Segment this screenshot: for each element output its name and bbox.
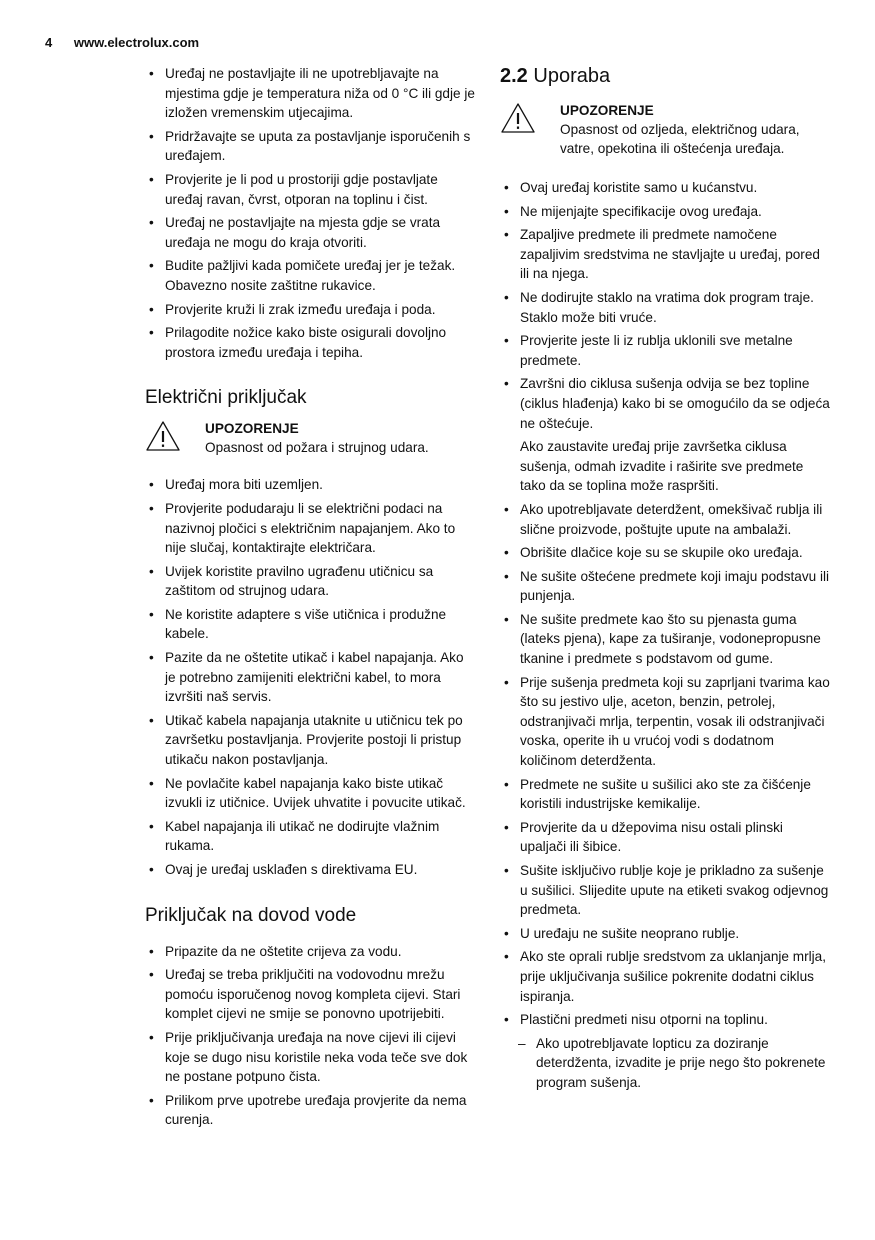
- list-item: • Uređaj mora biti uzemljen.: [145, 475, 475, 495]
- list-item: • Ne koristite adaptere s više utičnica i produžne kabele.: [145, 605, 475, 644]
- list-item: • Provjerite je li pod u prostoriji gdje postavljate uređaj ravan, čvrst, otporan na toplinu i čist.: [145, 170, 475, 209]
- list-item: • Utikač kabela napajanja utaknite u utičnicu tek po završetku postavljanja. Provjerite postoji li pristup utikaču nakon postavljanja.: [145, 711, 475, 770]
- list-item: • Provjerite kruži li zrak između uređaja i poda.: [145, 300, 475, 320]
- page-number: 4: [45, 35, 53, 50]
- list-item: • Ne povlačite kabel napajanja kako biste utikač izvukli iz utičnice. Uvijek uhvatite i povucite utikač.: [145, 774, 475, 813]
- electric-list: [145, 475, 475, 879]
- right-column: [500, 64, 830, 1097]
- list-item: • Uređaj se treba priključiti na vodovodnu mrežu pomoću isporučenog novog kompleta cijevi. Stari komplet cijevi ne smije se ponovno upotrijebiti.: [145, 965, 475, 1024]
- list-item: • Plastični predmeti nisu otporni na toplinu.: [500, 1010, 830, 1030]
- list-item: • Prilagodite nožice kako biste osigurali dovoljno prostora između uređaja i tepiha.: [145, 323, 475, 362]
- warning-text: Opasnost od ozljeda, električnog udara, vatre, opekotina ili oštećenja uređaja.: [560, 122, 800, 156]
- list-item: • Ako ste oprali rublje sredstvom za uklanjanje mrlja, prije uključivanja sušilice pokrenite dodatni ciklus ispiranja.: [500, 947, 830, 1006]
- list-item: • Predmete ne sušite u sušilici ako ste za čišćenje koristili industrijske kemikalije.: [500, 775, 830, 814]
- left-column: [145, 64, 475, 1134]
- use-warning: [500, 102, 830, 158]
- list-item: • Provjerite jeste li iz rublja uklonili sve metalne predmete.: [500, 331, 830, 370]
- list-item: • Ovaj je uređaj usklađen s direktivama EU.: [145, 860, 475, 880]
- list-item: • Prije sušenja predmeta koji su zaprljani tvarima kao što su jestivo ulje, aceton, benzin, petrolej, odstranjivači mrlja, terpentin, vosak ili odstranjivači voska, operite ih u vrućoj vodi s dodatnom količinom deterdženta.: [500, 673, 830, 771]
- list-item: • Ne mijenjajte specifikacije ovog uređaja.: [500, 202, 830, 222]
- list-item: • Zapaljive predmete ili predmete namočene zapaljivim sredstvima ne stavljajte u uređaj, pored ili na njega.: [500, 225, 830, 284]
- electric-warning: [145, 420, 475, 457]
- list-item: • U uređaju ne sušite neoprano rublje.: [500, 924, 830, 944]
- list-item: • Budite pažljivi kada pomičete uređaj jer je težak. Obavezno nosite zaštitne rukavice.: [145, 256, 475, 295]
- list-item-note: Ako zaustavite uređaj prije završetka ciklusa sušenja, odmah izvadite i raširite sve predmete tako da se toplina može raspršiti.: [520, 439, 804, 494]
- list-item: • Ovaj uređaj koristite samo u kućanstvu.: [500, 178, 830, 198]
- list-item: • Ne dodirujte staklo na vratima dok program traje. Staklo može biti vruće.: [500, 288, 830, 327]
- section-heading: [500, 64, 830, 88]
- list-item: • Završni dio ciklusa sušenja odvija se bez topline (ciklus hlađenja) kako bi se omogućilo da se odjeća ne oštećuje.: [500, 374, 830, 433]
- warning-title: UPOZORENJE: [205, 421, 299, 437]
- list-item: • Obrišite dlačice koje su se skupile oko uređaja.: [500, 543, 830, 563]
- warning-title: UPOZORENJE: [560, 103, 654, 118]
- installation-list: [145, 64, 475, 362]
- list-item: • Prije priključivanja uređaja na nove cijevi ili cijevi koje se dugo nisu koristile neka voda teče sve dok ne postane potpuno čista.: [145, 1028, 475, 1087]
- water-list: [145, 942, 475, 1130]
- use-list: [500, 178, 830, 1093]
- list-item: • Uređaj ne postavljajte ili ne upotrebljavajte na mjestima gdje je temperatura niža od 0 °C ili gdje je izložen vremenskim utjecajima.: [145, 64, 475, 123]
- list-item: • Provjerite podudaraju li se električni podaci na nazivnoj pločici s električnim napajanjem. Ako to nije slučaj, kontaktirajte električara.: [145, 499, 475, 558]
- electric-heading: Električni priključak: [145, 387, 307, 409]
- list-item: • Uređaj ne postavljajte na mjesta gdje se vrata uređaja ne mogu do kraja otvoriti.: [145, 213, 475, 252]
- site-url[interactable]: www.electrolux.com: [73, 35, 200, 50]
- page-header: [45, 35, 199, 50]
- list-item: • Pazite da ne oštetite utikač i kabel napajanja. Ako je potrebno zamijeniti električni kabel, to mora izvršiti naš servis.: [145, 648, 475, 707]
- list-item: • Uvijek koristite pravilno ugrađenu utičnicu sa zaštitom od strujnog udara.: [145, 562, 475, 601]
- warning-triangle-icon: [145, 420, 181, 452]
- list-item: • Ne sušite oštećene predmete koji imaju podstavu ili punjenja.: [500, 567, 830, 606]
- section-number: 2.2: [500, 65, 528, 87]
- sub-list-item: – Ako upotrebljavate lopticu za doziranje deterdženta, izvadite je prije nego što pokrenete program sušenja.: [500, 1034, 830, 1093]
- list-item: • Pripazite da ne oštetite crijeva za vodu.: [145, 942, 475, 962]
- list-item: • Provjerite da u džepovima nisu ostali plinski upaljači ili šibice.: [500, 818, 830, 857]
- list-item: • Prilikom prve upotrebe uređaja provjerite da nema curenja.: [145, 1091, 475, 1130]
- list-item: • Pridržavajte se uputa za postavljanje isporučenih s uređajem.: [145, 127, 475, 166]
- section-title: Uporaba: [533, 65, 611, 87]
- list-item: • Sušite isključivo rublje koje je prikladno za sušenje u sušilici. Slijedite upute na etiketi svakog odjevnog predmeta.: [500, 861, 830, 920]
- water-heading: Priključak na dovod vode: [145, 904, 357, 926]
- warning-text: Opasnost od požara i strujnog udara.: [205, 440, 429, 456]
- warning-triangle-icon: [500, 102, 536, 134]
- list-item: • Kabel napajanja ili utikač ne dodirujte vlažnim rukama.: [145, 817, 475, 856]
- list-item: • Ako upotrebljavate deterdžent, omekšivač rublja ili slične proizvode, poštujte upute na ambalaži.: [500, 500, 830, 539]
- list-item: • Ne sušite predmete kao što su pjenasta guma (lateks pjena), kape za tuširanje, vodonepropusne tkanine i predmete s podstavom od gume.: [500, 610, 830, 669]
